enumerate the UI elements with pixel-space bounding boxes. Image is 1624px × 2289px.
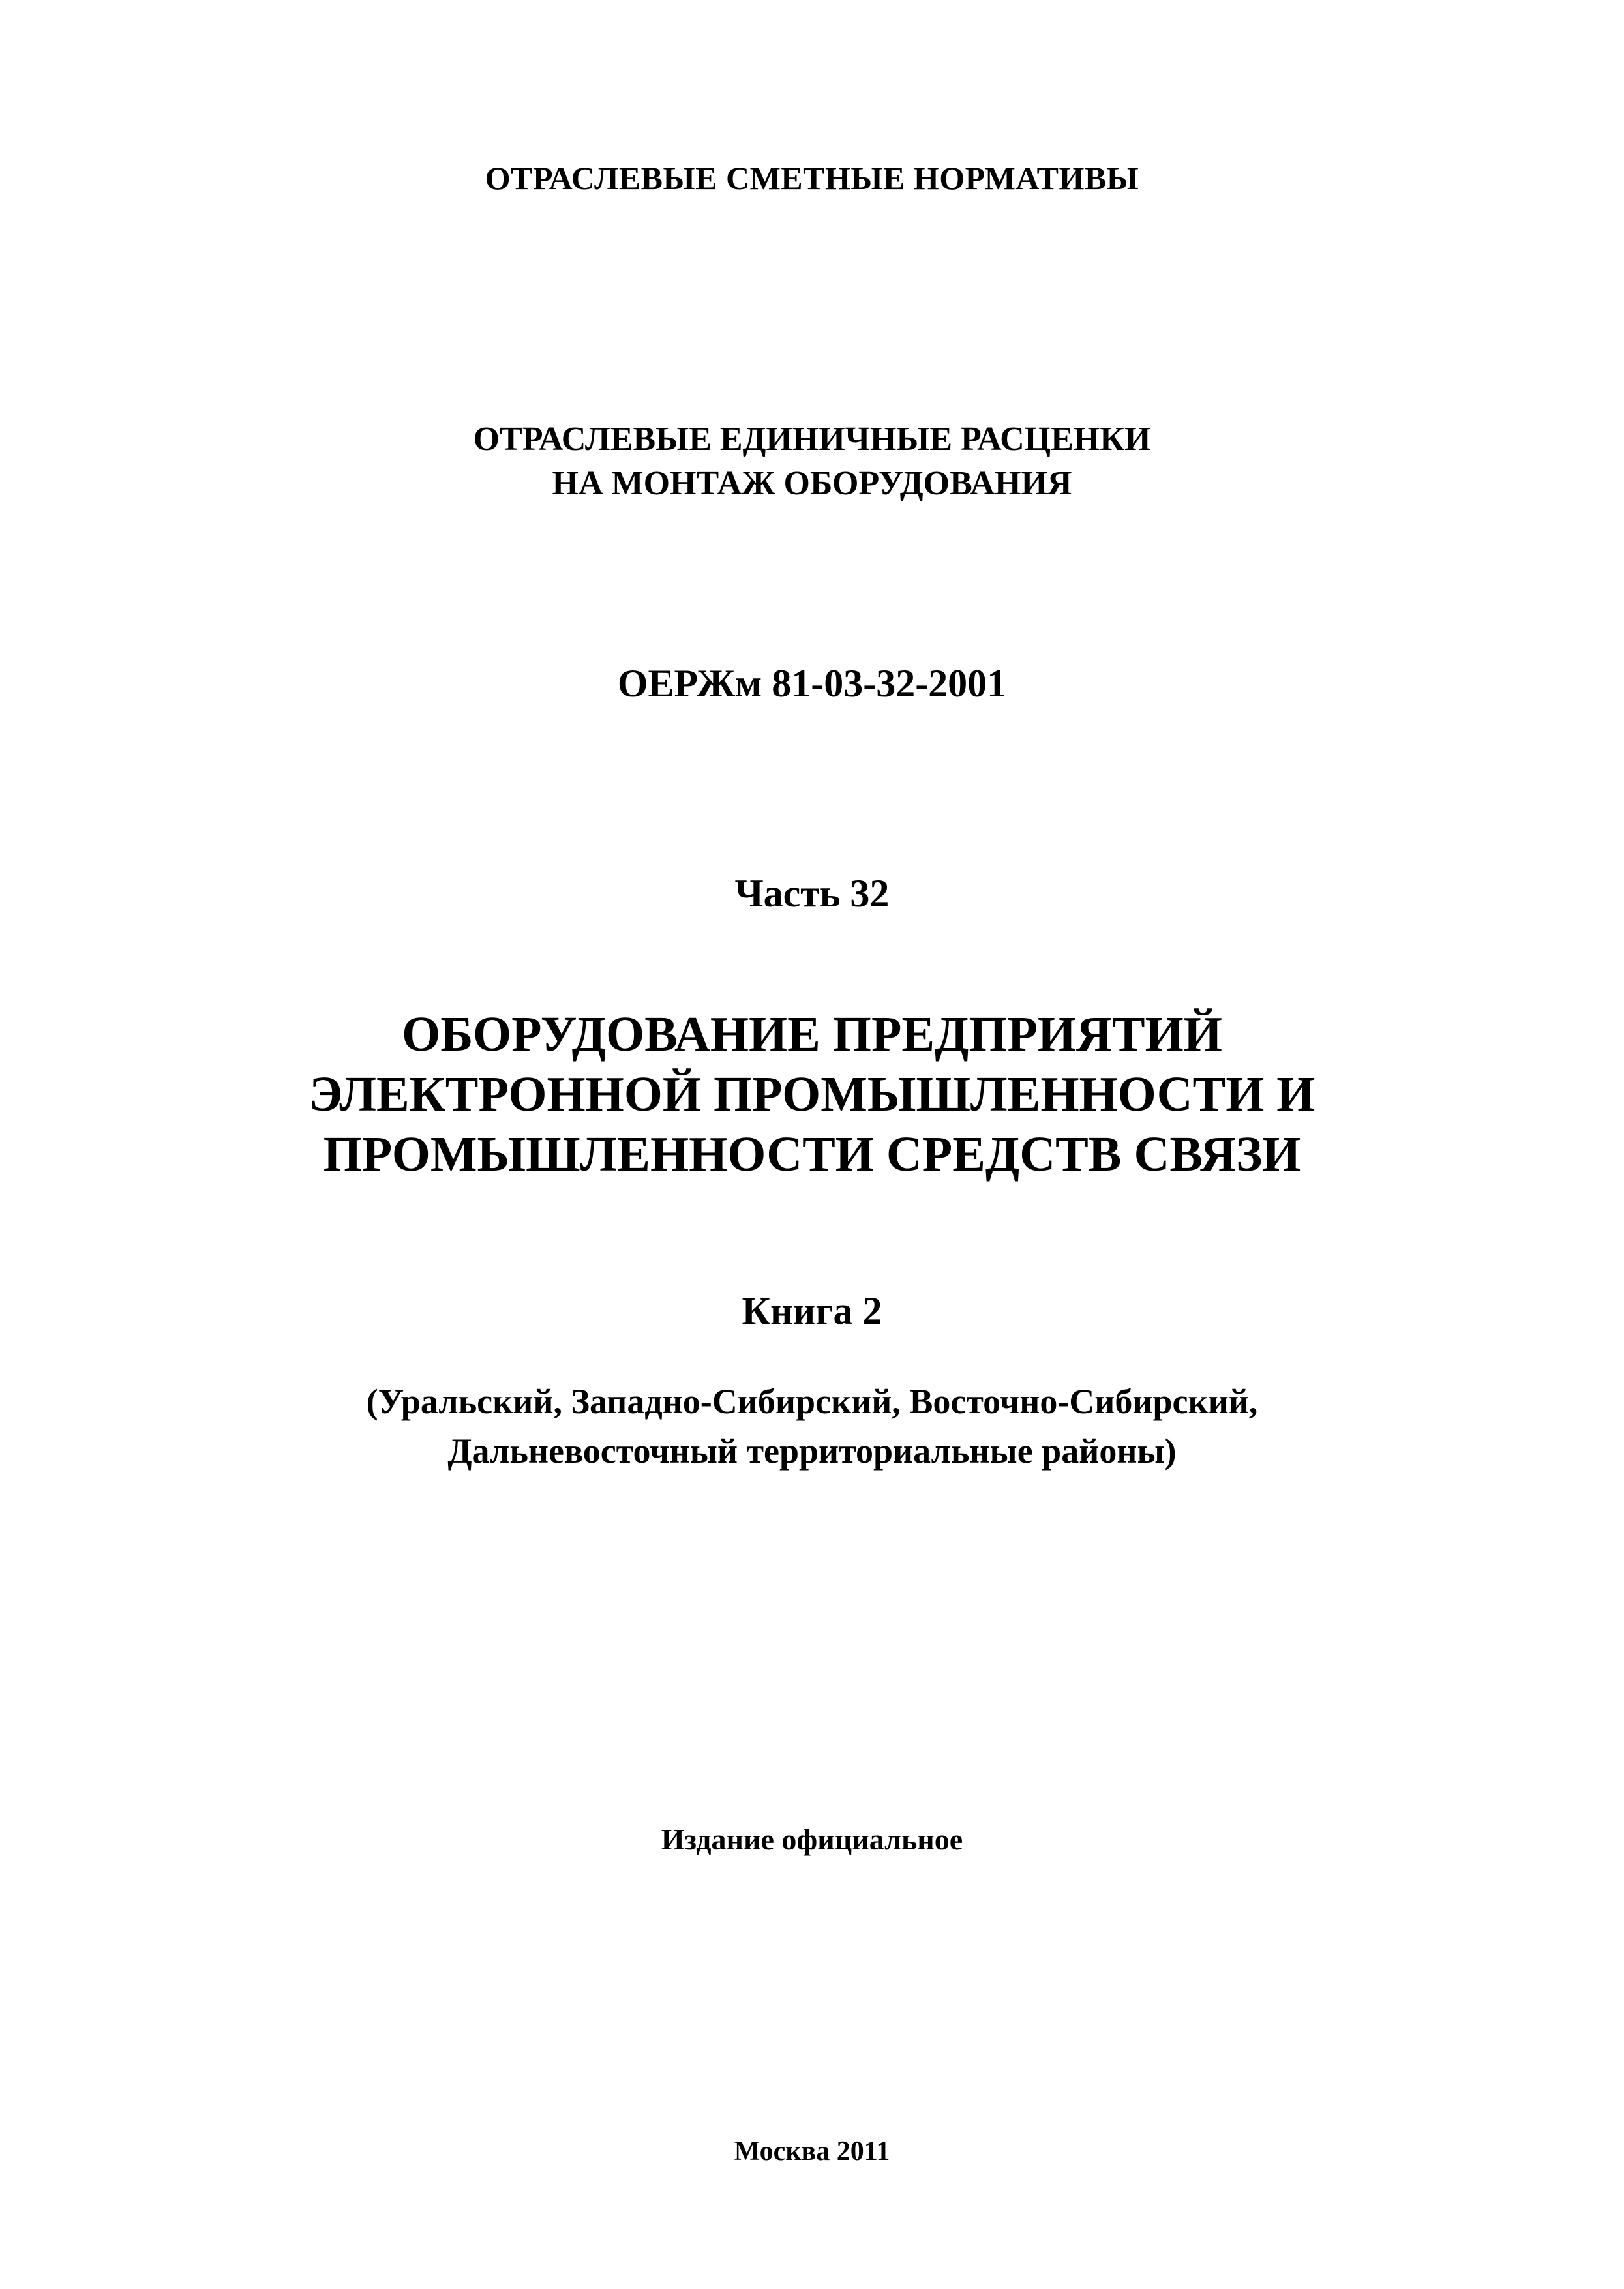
series-heading: ОТРАСЛЕВЫЕ СМЕТНЫЕ НОРМАТИВЫ — [485, 160, 1139, 196]
main-title-line-3: ПРОМЫШЛЕННОСТИ СРЕДСТВ СВЯЗИ — [323, 1127, 1301, 1182]
rates-title-line-1: ОТРАСЛЕВЫЕ ЕДИНИЧНЫЕ РАСЦЕНКИ — [473, 421, 1151, 458]
book-number: Книга 2 — [742, 1289, 882, 1332]
regions-line-1: (Уральский, Западно-Сибирский, Восточно-Сибирский, — [366, 1382, 1258, 1421]
rates-title-line-2: НА МОНТАЖ ОБОРУДОВАНИЯ — [552, 465, 1072, 502]
part-number: Часть 32 — [734, 872, 890, 915]
place-year: Москва 2011 — [734, 2136, 890, 2166]
document-code: ОЕРЖм 81-03-32-2001 — [617, 662, 1007, 705]
main-title-line-2: ЭЛЕКТРОННОЙ ПРОМЫШЛЕННОСТИ И — [308, 1067, 1316, 1122]
regions-line-2: Дальневосточный территориальные районы) — [447, 1431, 1177, 1471]
edition-label: Издание официальное — [661, 1823, 963, 1856]
main-title-line-1: ОБОРУДОВАНИЕ ПРЕДПРИЯТИЙ — [402, 1007, 1222, 1062]
